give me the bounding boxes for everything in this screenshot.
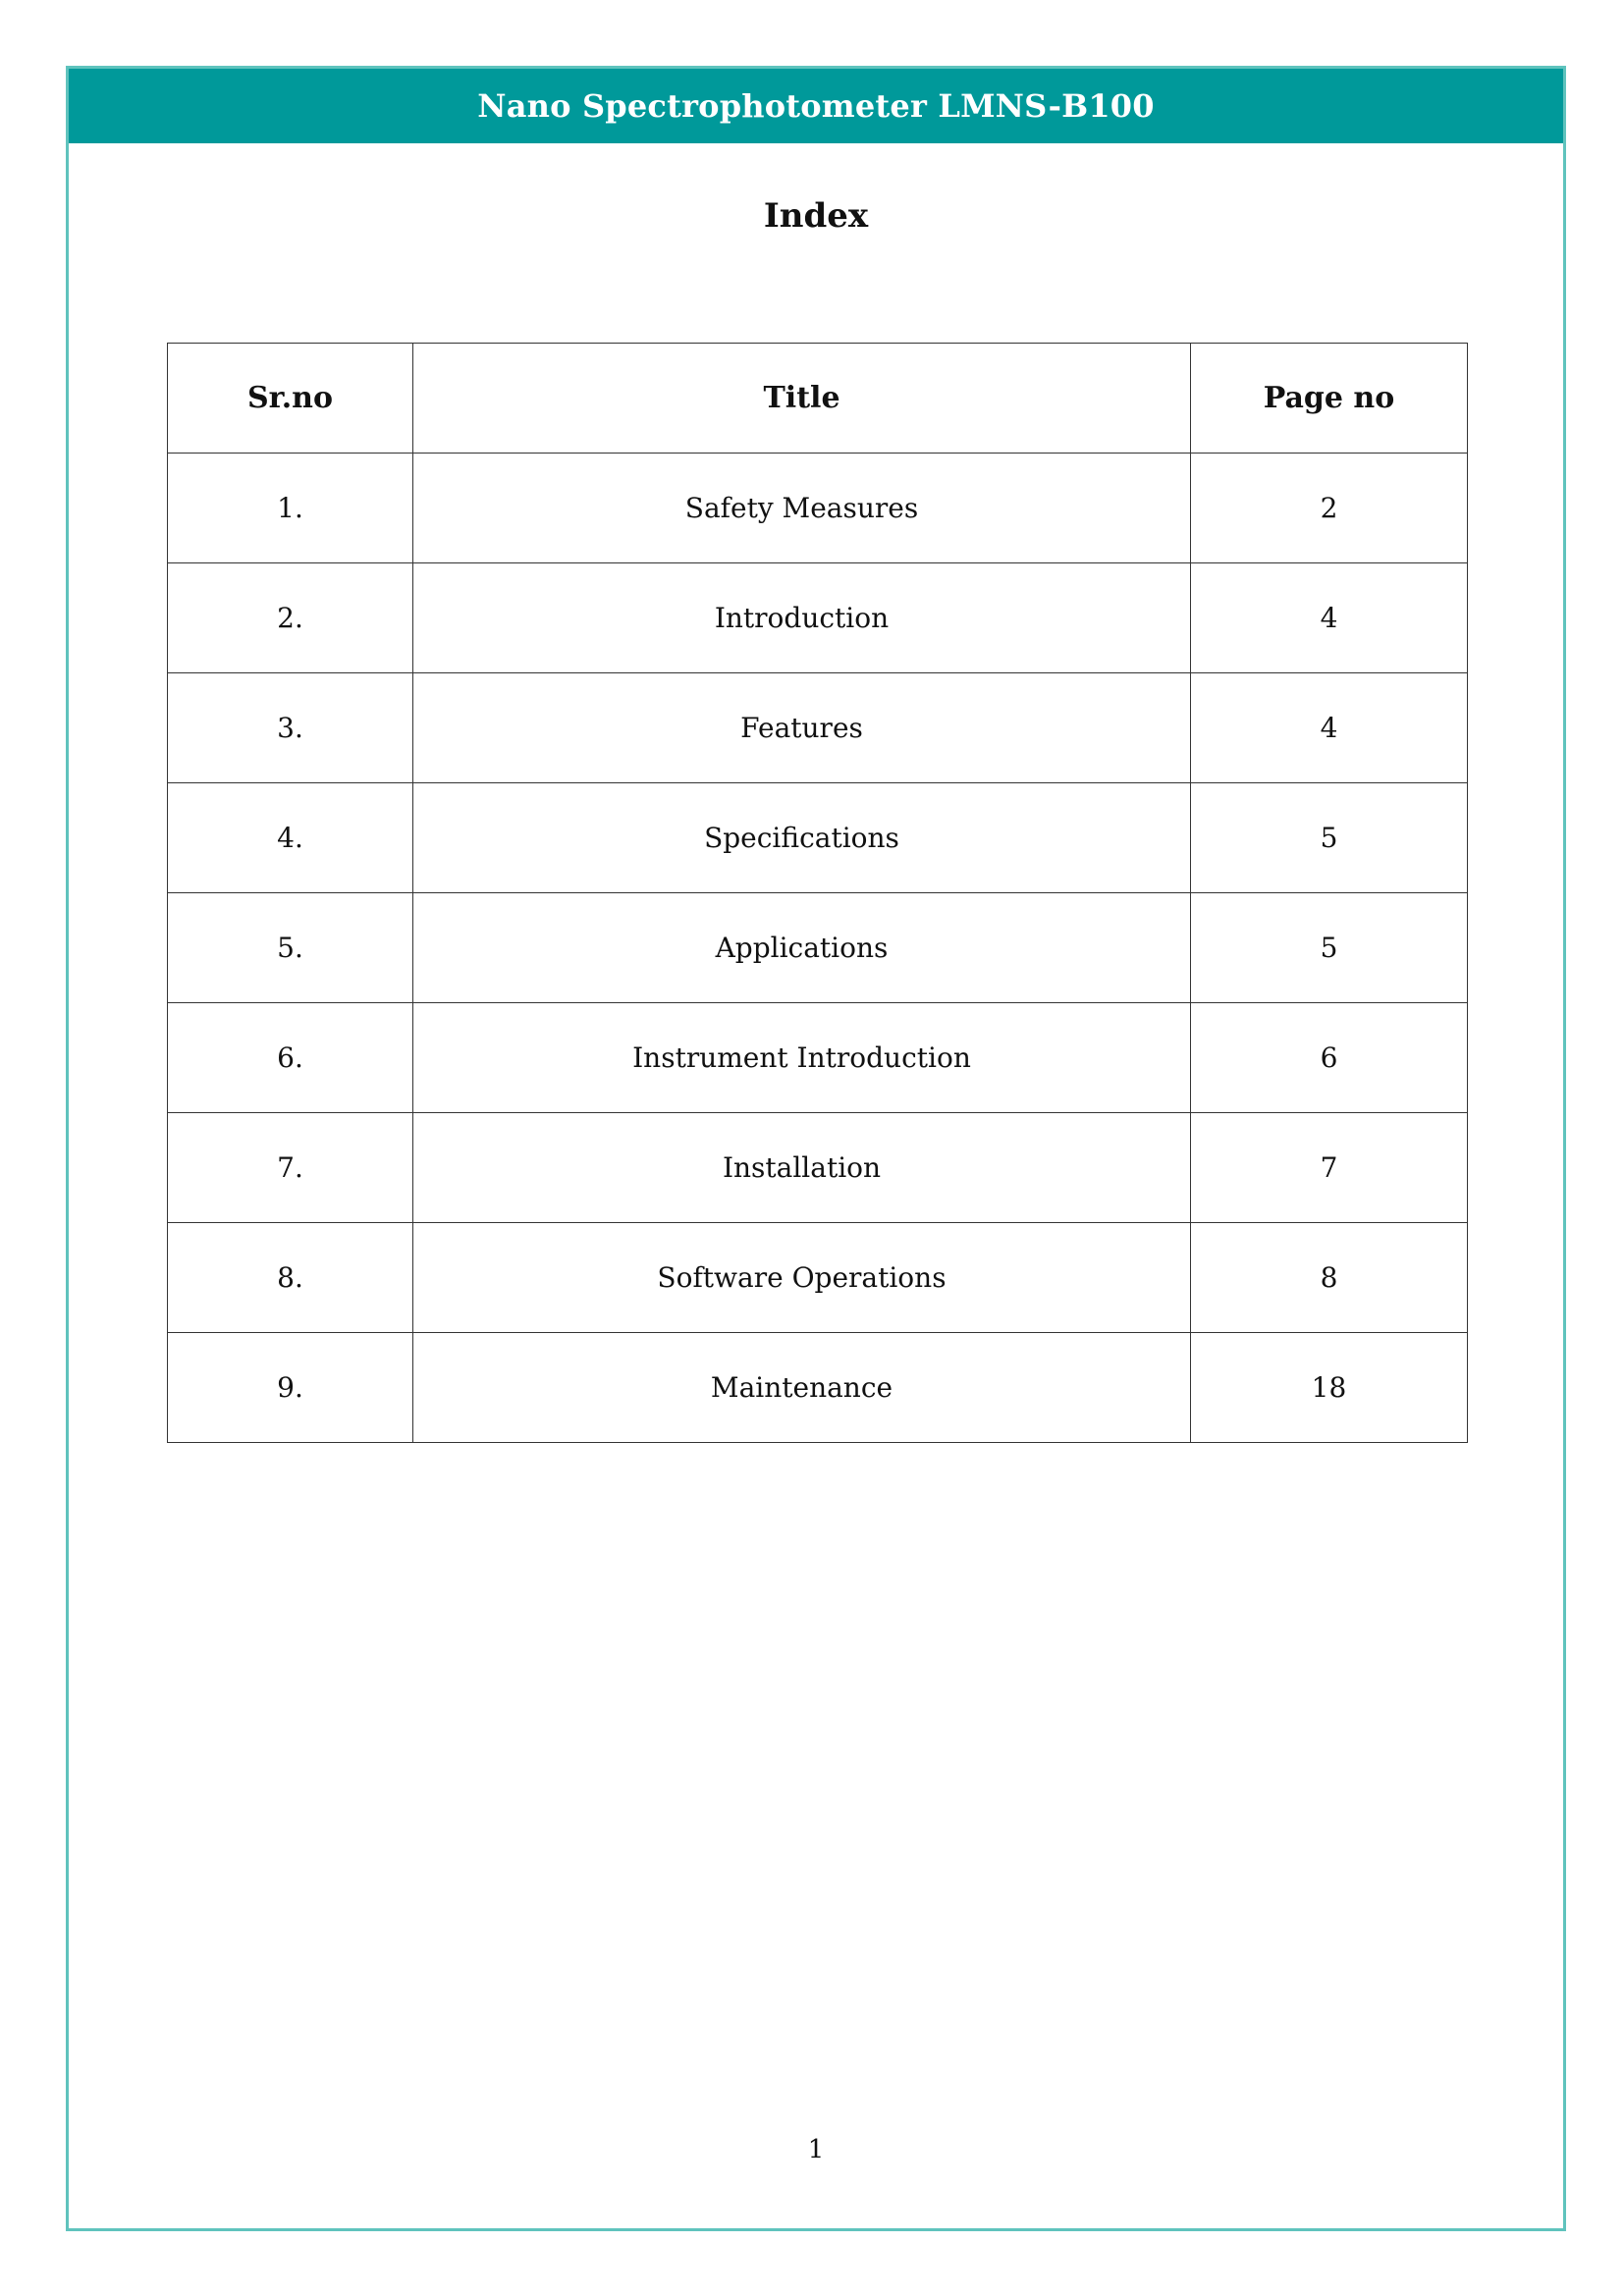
cell-srno: 6. [168, 1003, 413, 1113]
cell-page: 2 [1191, 454, 1468, 563]
cell-srno: 4. [168, 783, 413, 893]
cell-srno: 3. [168, 673, 413, 783]
cell-title: Safety Measures [413, 454, 1191, 563]
table-row [168, 783, 1468, 893]
cell-page: 7 [1191, 1113, 1468, 1223]
cell-srno: 1. [168, 454, 413, 563]
header-band [69, 69, 1563, 143]
table-row [168, 893, 1468, 1003]
cell-page: 5 [1191, 783, 1468, 893]
cell-title: Instrument Introduction [413, 1003, 1191, 1113]
cell-srno: 7. [168, 1113, 413, 1223]
column-header-srno: Sr.no [168, 344, 413, 454]
table-row [168, 1223, 1468, 1333]
cell-title: Introduction [413, 563, 1191, 673]
table-row [168, 673, 1468, 783]
table-header-row [168, 344, 1468, 454]
cell-page: 4 [1191, 673, 1468, 783]
document-title: Nano Spectrophotometer LMNS-B100 [477, 87, 1155, 125]
cell-title: Installation [413, 1113, 1191, 1223]
cell-title: Software Operations [413, 1223, 1191, 1333]
column-header-title: Title [413, 344, 1191, 454]
table-row [168, 1113, 1468, 1223]
cell-srno: 8. [168, 1223, 413, 1333]
cell-page: 18 [1191, 1333, 1468, 1443]
column-header-page: Page no [1191, 344, 1468, 454]
table-row [168, 1003, 1468, 1113]
cell-page: 6 [1191, 1003, 1468, 1113]
cell-srno: 5. [168, 893, 413, 1003]
table-row [168, 563, 1468, 673]
index-table [167, 343, 1468, 1443]
cell-page: 8 [1191, 1223, 1468, 1333]
table-row [168, 1333, 1468, 1443]
page-number: 1 [807, 2135, 825, 2164]
cell-title: Specifications [413, 783, 1191, 893]
cell-page: 4 [1191, 563, 1468, 673]
cell-srno: 2. [168, 563, 413, 673]
cell-title: Features [413, 673, 1191, 783]
cell-title: Applications [413, 893, 1191, 1003]
index-heading: Index [763, 196, 869, 236]
page-frame [66, 66, 1566, 2231]
cell-page: 5 [1191, 893, 1468, 1003]
cell-srno: 9. [168, 1333, 413, 1443]
cell-title: Maintenance [413, 1333, 1191, 1443]
table-row [168, 454, 1468, 563]
